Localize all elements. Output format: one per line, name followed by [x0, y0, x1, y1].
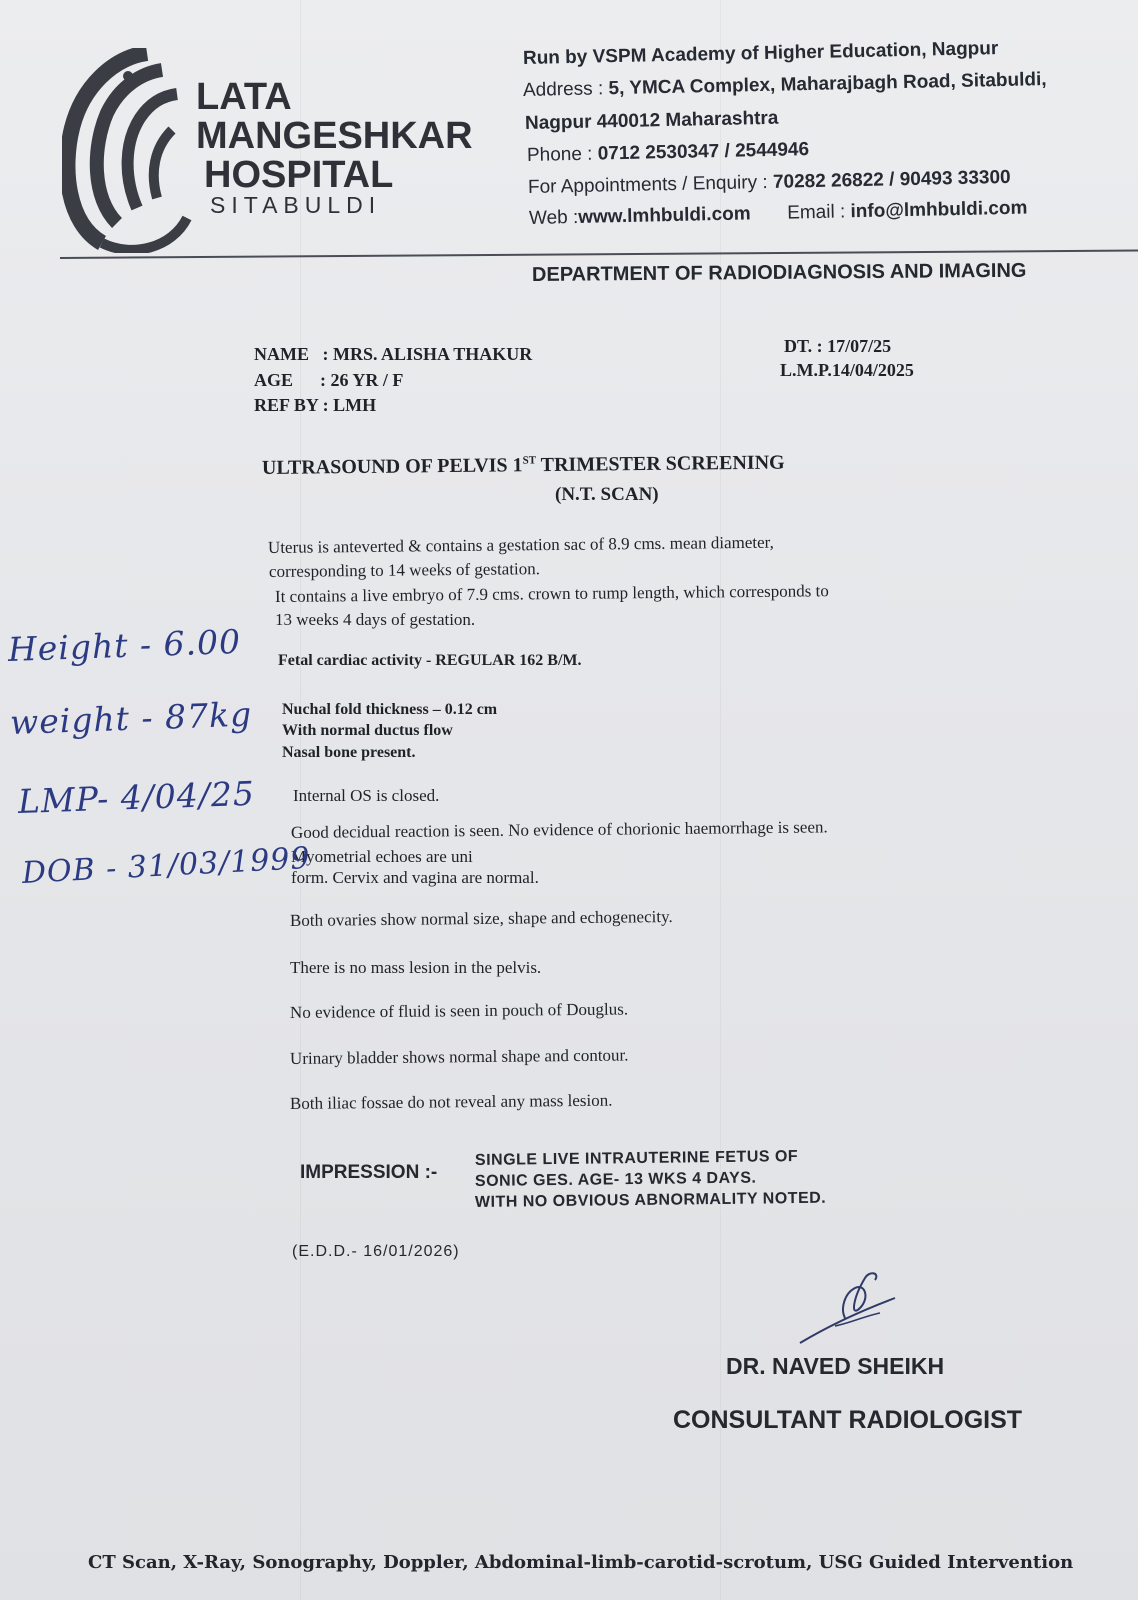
finding-nuchal-line2: With normal ductus flow [282, 722, 453, 739]
phone-label: Phone : [526, 143, 593, 166]
finding-os: Internal OS is closed. [293, 786, 440, 805]
patient-name: : MRS. ALISHA THAKUR [322, 344, 533, 364]
web-value: www.lmhbuldi.com [578, 203, 751, 228]
web-label: Web : [528, 206, 579, 229]
handwritten-height: Height - 6.00 [7, 621, 242, 669]
finding-decidual-line2: Myometrial echoes are uni [291, 847, 473, 866]
finding-nuchal-line3: Nasal bone present. [282, 744, 416, 761]
hospital-name-line3: HOSPITAL [204, 154, 394, 196]
footer-services: CT Scan, X-Ray, Sonography, Doppler, Abdominal-limb-carotid-scrotum, USG Guided Intervention [88, 1552, 1074, 1573]
phone-line [527, 139, 810, 167]
name-label: NAME [254, 344, 309, 364]
finding-cardiac: Fetal cardiac activity - REGULAR 162 B/M. [278, 652, 582, 669]
edd: (E.D.D.- 16/01/2026) [292, 1243, 460, 1260]
address-value: 5, YMCA Complex, Maharajbagh Road, Sitabuldi, [608, 69, 1047, 100]
appointments-value: 70282 26822 / 90493 33300 [772, 166, 1011, 193]
address-label: Address : [522, 78, 604, 101]
appointments-label: For Appointments / Enquiry : [527, 171, 768, 198]
report-subtitle: (N.T. SCAN) [555, 484, 659, 505]
patient-name-row [254, 344, 532, 365]
finding-iliac: Both iliac fossae do not reveal any mass lesion. [289, 1090, 613, 1113]
report-title: ULTRASOUND OF PELVIS 1ST TRIMESTER SCREENING [261, 451, 785, 479]
finding-uterus-line4: 13 weeks 4 days of gestation. [275, 610, 476, 629]
header-divider [60, 249, 1138, 259]
finding-decidual-line3: form. Cervix and vagina are normal. [291, 868, 539, 887]
finding-fluid: No evidence of fluid is seen in pouch of Douglus. [289, 999, 629, 1022]
phone-value: 0712 2530347 / 2544946 [597, 139, 810, 165]
handwritten-dob: DOB - 31/03/1999 [21, 840, 312, 891]
report-date: DT. : 17/07/25 [784, 336, 892, 356]
email-value: info@lmhbuldi.com [850, 197, 1028, 223]
web-email-line [529, 198, 1028, 230]
handwritten-lmp: LMP- 4/04/25 [17, 773, 256, 821]
address-line1 [523, 69, 1047, 102]
impression-line3: WITH NO OBVIOUS ABNORMALITY NOTED. [474, 1189, 827, 1211]
finding-uterus-line3: It contains a live embryo of 7.9 cms. crown to rump length, which corresponds to [274, 581, 829, 606]
email-label: Email : [786, 201, 846, 224]
hospital-name-line2: MANGESHKAR [196, 115, 473, 157]
handwritten-weight: weight - 87kg [9, 694, 253, 742]
signature-image [795, 1268, 915, 1348]
finding-mass: There is no mass lesion in the pelvis. [290, 958, 542, 977]
hospital-name-line1: LATA [196, 76, 292, 118]
finding-uterus-line1: Uterus is anteverted & contains a gestation sac of 8.9 cms. mean diameter, [267, 532, 774, 557]
impression-line2: SONIC GES. AGE- 13 WKS 4 DAYS. [474, 1169, 757, 1190]
impression-label: IMPRESSION :- [300, 1162, 438, 1183]
patient-age: : 26 YR / F [320, 370, 404, 390]
hospital-name-line4: SITABULDI [210, 192, 382, 218]
run-by-line: Run by VSPM Academy of Higher Education, Nagpur [522, 38, 999, 69]
department-title: DEPARTMENT OF RADIODIAGNOSIS AND IMAGING [531, 259, 1027, 286]
address-line2: Nagpur 440012 Maharashtra [524, 107, 779, 134]
lmp-date: L.M.P.14/04/2025 [780, 360, 914, 380]
finding-bladder: Urinary bladder shows normal shape and contour. [289, 1045, 629, 1068]
patient-age-row [254, 370, 403, 391]
appointments-line [528, 167, 1011, 199]
signatory-name: DR. NAVED SHEIKH [726, 1353, 945, 1379]
age-label: AGE [254, 370, 294, 390]
finding-uterus-line2: corresponding to 14 weeks of gestation. [268, 559, 541, 581]
ref-by: REF BY : LMH [254, 395, 377, 415]
finding-nuchal-line1: Nuchal fold thickness – 0.12 cm [282, 701, 498, 718]
finding-ovaries: Both ovaries show normal size, shape and echogenecity. [289, 906, 673, 930]
signatory-title: CONSULTANT RADIOLOGIST [673, 1406, 1023, 1434]
finding-decidual-line1: Good decidual reaction is seen. No evidence of chorionic haemorrhage is seen. [290, 817, 828, 842]
impression-line1: SINGLE LIVE INTRAUTERINE FETUS OF [474, 1148, 799, 1169]
hospital-logo-icon [62, 48, 194, 253]
